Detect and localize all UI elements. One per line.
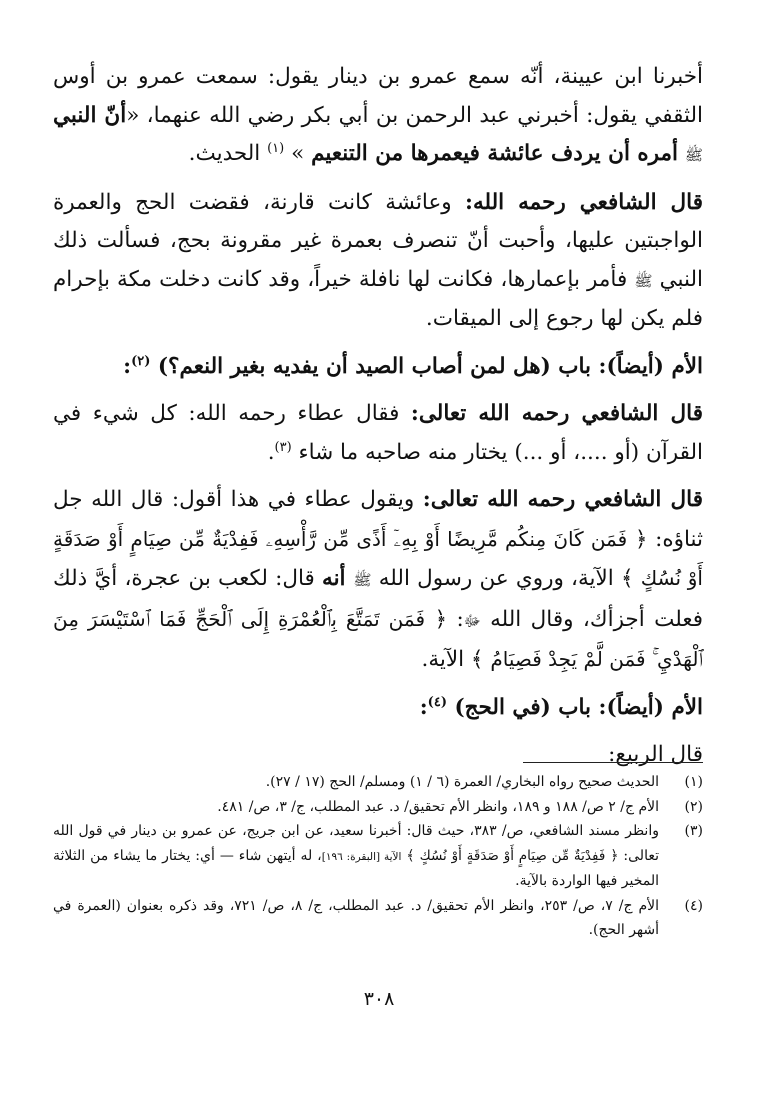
paragraph-text: قال: لكعب بن عجرة، أيَّ ذلك فعلت أجزأك، وقال الله (53, 566, 703, 632)
quran-verse: فَمَن كَانَ مِنكُم مَّرِيضًا أَوْ بِهِۦٓ أَذًى مِّن رَّأْسِهِۦ فَفِدْيَةٌ مِّن صِيَامٍ أَوْ صَدَقَةٍ أَوْ نُسُكٍ (53, 526, 703, 590)
footnote-text-part: ، له أيتهن شاء — أي: يختار ما يشاء من الثلاثة المخير فيها الواردة بالآية. (53, 847, 659, 889)
section-heading-hajj (53, 689, 703, 728)
paragraph-quran-fidya (53, 481, 703, 680)
paragraph-rabi (53, 736, 703, 775)
quran-verse: فَمَن تَمَتَّعَ بِٱلْعُمْرَةِ إِلَى ٱلْحَجِّ فَمَا ٱسْتَيْسَرَ مِنَ ٱلْهَدْيِ ۚ فَمَن لَّمْ يَجِدْ فَصِيَامُ (53, 606, 703, 671)
bold-phrase: أمره أن يردف عائشة فيعمرها من التنعيم (311, 141, 679, 166)
footnote-text (53, 819, 659, 894)
paragraph-text: فقال عطاء رحمه الله: كل شيء في القرآن (أو ....، أو ...) يختار منه صاحبه ما شاء (53, 401, 703, 465)
footnote-text: الأم ج/ ٢ ص/ ١٨٨ و ١٨٩، وانظر الأم تحقيق/ د. عبد المطلب، ج/ ٣، ص/ ٤٨١. (217, 798, 659, 815)
paragraph-text: . (267, 439, 275, 465)
footnote-number: (٣) (684, 823, 703, 839)
paragraph-text: فأمر بإعمارها، فكانت لها نافلة خيراً، وقد كانت دخلت مكة بإحرام فلم يكن لها رجوع إلى الميقات. (53, 266, 703, 331)
paragraph-text: : ﴿ (425, 606, 464, 632)
heading-colon: : (123, 353, 132, 379)
page-number: ٣٠٨ (363, 988, 395, 1010)
footnote-3 (53, 819, 703, 894)
speaker-label: قال الشافعي رحمه الله: (465, 189, 703, 215)
paragraph-text: الحديث. (188, 141, 268, 166)
salutation-symbol: ﷺ (684, 146, 703, 164)
speaker-label: قال الشافعي رحمه الله تعالى: (422, 487, 704, 512)
footnote-number: (٢) (684, 798, 703, 815)
footnote-ref[interactable]: (٢) (131, 353, 151, 369)
footnote-number: (٤) (684, 897, 703, 914)
footnote-divider (523, 762, 703, 763)
footnote-text-part: ﴾ (401, 847, 420, 864)
paragraph-text: وعائشة كانت قارنة، فقضت الحج والعمرة الواجبتين عليها، وأحبت أنّ تنصرف بعمرة غير مقرونة بحج، فسألت ذلك النبي (53, 189, 703, 292)
paragraph-text: ﴾ الآية، وروي عن رسول الله (371, 566, 641, 591)
paragraph-text: ويقول عطاء في هذا أقول: قال الله جل ثناؤه: ﴿ (53, 487, 703, 552)
footnote-text: الأم ج/ ٧، ص/ ٢٥٣، وانظر الأم تحقيق/ د. عبد المطلب، ج/ ٨، ص/ ٧٢١، وقد ذكره بعنوان (العمرة في أشهر الحج). (53, 897, 660, 938)
paragraph-hadith-ibn-uyaynah (53, 58, 703, 175)
footnote-ref[interactable]: (٤) (427, 694, 447, 710)
verse-reference: الآية [البقرة: ١٩٦] (321, 850, 402, 863)
footnote-number: (١) (684, 774, 703, 790)
footnote-2 (53, 795, 703, 820)
bold-phrase: أنّ النبي (53, 102, 127, 128)
footnote-ref[interactable]: (٣) (274, 439, 292, 455)
paragraph-text: قال الربيع: (608, 742, 703, 767)
footnote-ref[interactable]: (١) (267, 140, 285, 156)
footnote-text-part: وانظر مسند الشافعي، ص/ ٣٨٣، حيث قال: أخبرنا سعيد، عن ابن جريج، عن عمرو بن دينار في قول الله تعالى: ﴿ (53, 823, 659, 864)
section-heading-sayd (53, 348, 703, 387)
speaker-label: قال الشافعي رحمه الله تعالى: (410, 401, 704, 426)
glorification-symbol: ﷻ (463, 611, 481, 630)
bold-phrase: أنه (322, 566, 354, 591)
salutation-symbol: ﷺ (353, 571, 372, 589)
paragraph-text: أخبرنا ابن عيينة، أنّه سمع عمرو بن دينار يقول: سمعت عمرو بن أوس الثقفي يقول: أخبرني عبد الرحمن بن أبي بكر رضي الله عنهما، « (53, 64, 704, 128)
heading-text: الأم (أيضاً): باب (في الحج) (454, 694, 703, 720)
paragraph-text: ﴾ الآية. (421, 647, 491, 672)
footnotes (53, 770, 703, 943)
salutation-symbol: ﷺ (634, 271, 653, 290)
paragraph-text: » (291, 141, 305, 166)
footnote-text: الحديث صحيح رواه البخاري/ العمرة (٦ / ١) ومسلم/ الحج (١٧ / ٢٧). (265, 774, 659, 790)
footnote-1 (53, 770, 703, 795)
quran-verse: فَفِدْيَةٌ مِّن صِيَامٍ أَوْ صَدَقَةٍ أَوْ نُسُكٍ (419, 847, 606, 864)
main-text (53, 58, 703, 784)
paragraph-shafii-aisha (53, 184, 703, 339)
footnote-4 (53, 894, 703, 943)
heading-text: الأم (أيضاً): باب (هل لمن أصاب الصيد أن يفديه بغير النعم؟) (157, 353, 703, 379)
heading-colon: : (419, 694, 428, 720)
paragraph-ata-choice (53, 395, 703, 472)
